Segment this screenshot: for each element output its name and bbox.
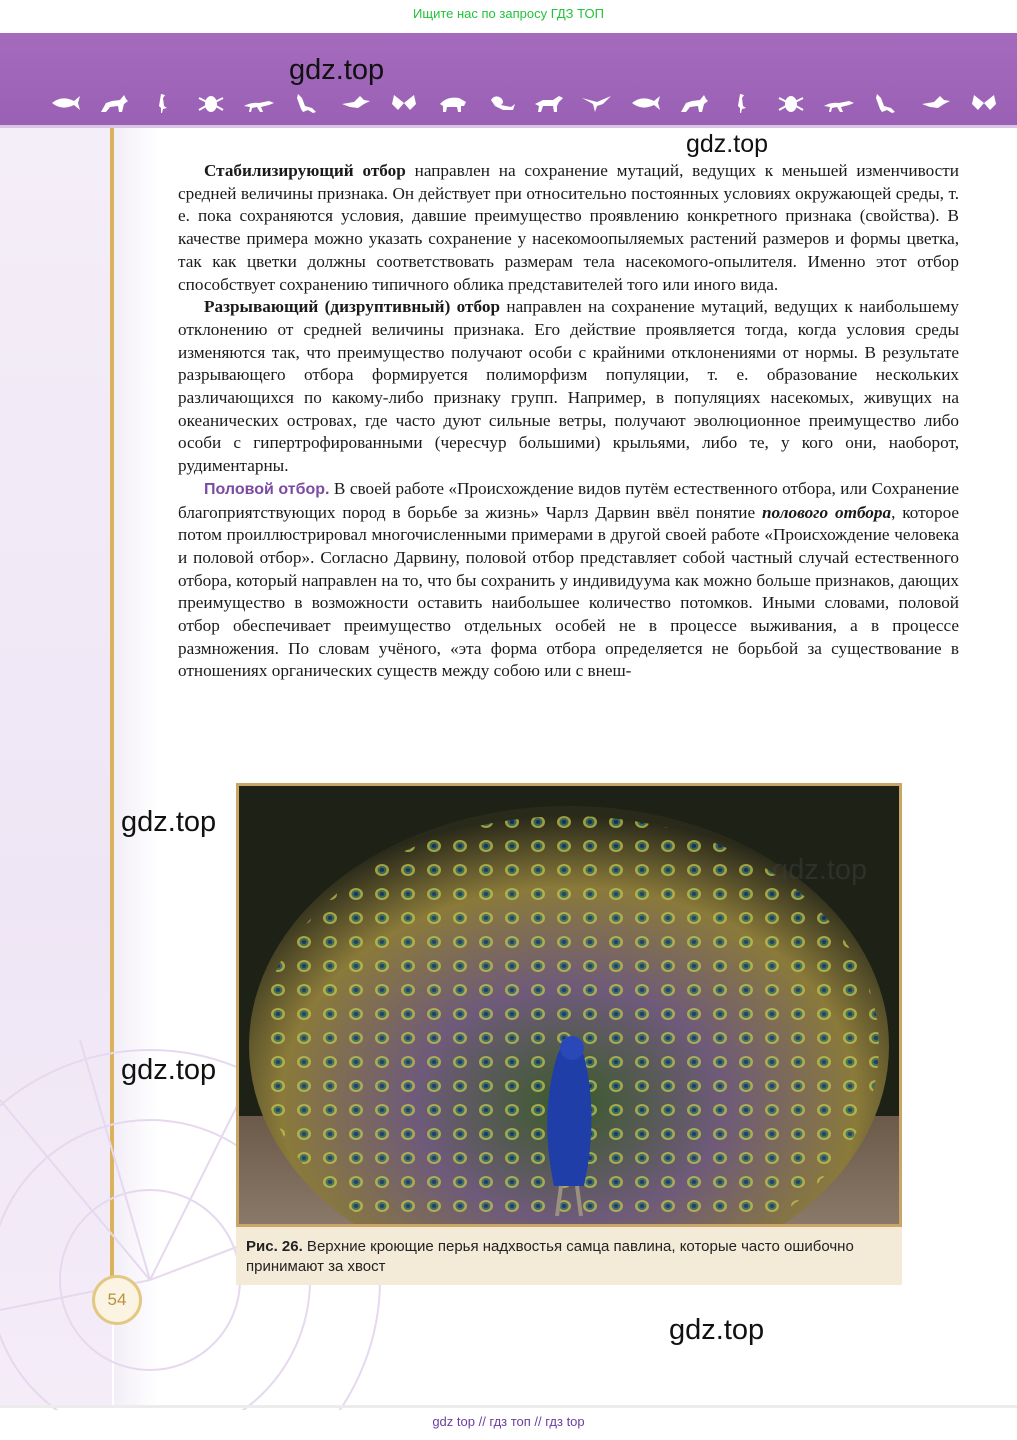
- paragraph-stabilizing: Стабилизирующий отбор направлен на сохранение мутаций, ведущих к меньшей изменчивости средней величины признака. Он действует при относительно постоянных условиях окружающей среды, т. е. пока сохраняются условия, давшие преимущество проявлению конкретного признака (свойства). В качестве примера можно указать сохранение у насекомоопыляемых растений размеров и формы цветка, так как цветки должны соответствовать размерам тела насекомого-опылителя. Именно этот отбор способствует сохранению типичного облика представителей того или иного вида.: [178, 161, 959, 294]
- term-sexual-selection: полового отбора: [762, 502, 892, 522]
- peacock-illustration: [239, 786, 899, 1224]
- boar-icon: [437, 92, 469, 114]
- heron-icon: [147, 92, 179, 114]
- scorpion-icon: [485, 92, 517, 114]
- body-text: [178, 160, 959, 683]
- watermark: gdz.top: [289, 54, 385, 86]
- watermark: gdz.top: [121, 1054, 217, 1086]
- watermark: gdz.top: [686, 130, 769, 158]
- cat-icon: [871, 92, 903, 114]
- watermark: gdz.top: [121, 806, 217, 838]
- butterfly-icon: [388, 92, 420, 114]
- heron-icon: [726, 92, 758, 114]
- wolf-icon: [98, 92, 130, 114]
- paragraph-sexual: Половой отбор. В своей работе «Происхождение видов путём естественного отбора, или Сохранение благоприятствующих пород в борьбе за жизнь» Чарлз Дарвин ввёл понятие полового отбора, которое потом проиллюстрировал многочисленными примерами в другой своей работе «Происхождение человека и половой отбор». Согласно Дарвину, половой отбор представляет собой частный случай естественного отбора, который направлен на то, что бы сохранить у индивидуума как можно больше признаков, дающих преимущество в возможности оставить наибольшее количество потомков. Иными словами, половой отбор обеспечивает преимущество отдельных особей не в процессе выживания, а в процессе размножения. По словам учёного, «эта форма отбора определяется не борьбой за существование в отношениях органических существ между собою или с внеш-: [178, 478, 960, 681]
- fish-icon: [630, 92, 662, 114]
- watermark: gdz.top: [669, 1314, 765, 1346]
- cat-icon: [292, 92, 324, 114]
- section-heading-sexual-selection: Половой отбор.: [204, 480, 330, 498]
- footer-divider: [0, 1405, 1017, 1408]
- deer-icon: [533, 92, 565, 114]
- page-number: 54: [92, 1275, 142, 1325]
- beetle-icon: [195, 92, 227, 114]
- bird-icon: [920, 92, 952, 114]
- pterosaur-icon: [581, 92, 613, 114]
- watermark: gdz.top: [772, 854, 868, 886]
- beetle-icon: [775, 92, 807, 114]
- figure-caption: [236, 1227, 902, 1285]
- caption-text: Верхние кроющие перья надхвостья самца павлина, которые часто ошибочно принимают за хвост: [246, 1238, 854, 1275]
- term-disruptive-selection: Разрывающий (дизруптивный) отбор: [204, 297, 501, 317]
- footer-links: gdz top // гдз топ // гдз top: [432, 1414, 585, 1429]
- paragraph-disruptive: Разрывающий (дизруптивный) отбор направлен на сохранение мутаций, ведущих к наибольшему отклонению от средней величины признака. Его действие проявляется тогда, когда условия среды изменяются так, что преимущество получают особи с крайними отклонениями от нормы. В результате разрывающего отбора формируется полиморфизм популяции, т. е. образование нескольких различающихся по какому-либо признаку групп. Например, в популяциях насекомых, живущих на океанических островах, где часто дуют сильные ветры, получают эволюционное преимущество либо особи с гипертрофированными (чересчур большими) крыльями, либо те, у кого они, наоборот, рудиментарны.: [178, 297, 959, 476]
- wolf-icon: [678, 92, 710, 114]
- peacock-photo: [236, 783, 902, 1227]
- butterfly-icon: [968, 92, 1000, 114]
- bird-icon: [340, 92, 372, 114]
- top-search-note: Ищите нас по запросу ГДЗ ТОП: [413, 6, 604, 21]
- lizard-icon: [823, 92, 855, 114]
- lizard-icon: [243, 92, 275, 114]
- fish-icon: [50, 92, 82, 114]
- animal-silhouette-row: [50, 88, 1000, 118]
- caption-label: Рис. 26.: [246, 1238, 303, 1255]
- term-stabilizing-selection: Стабилизирующий отбор: [204, 161, 406, 180]
